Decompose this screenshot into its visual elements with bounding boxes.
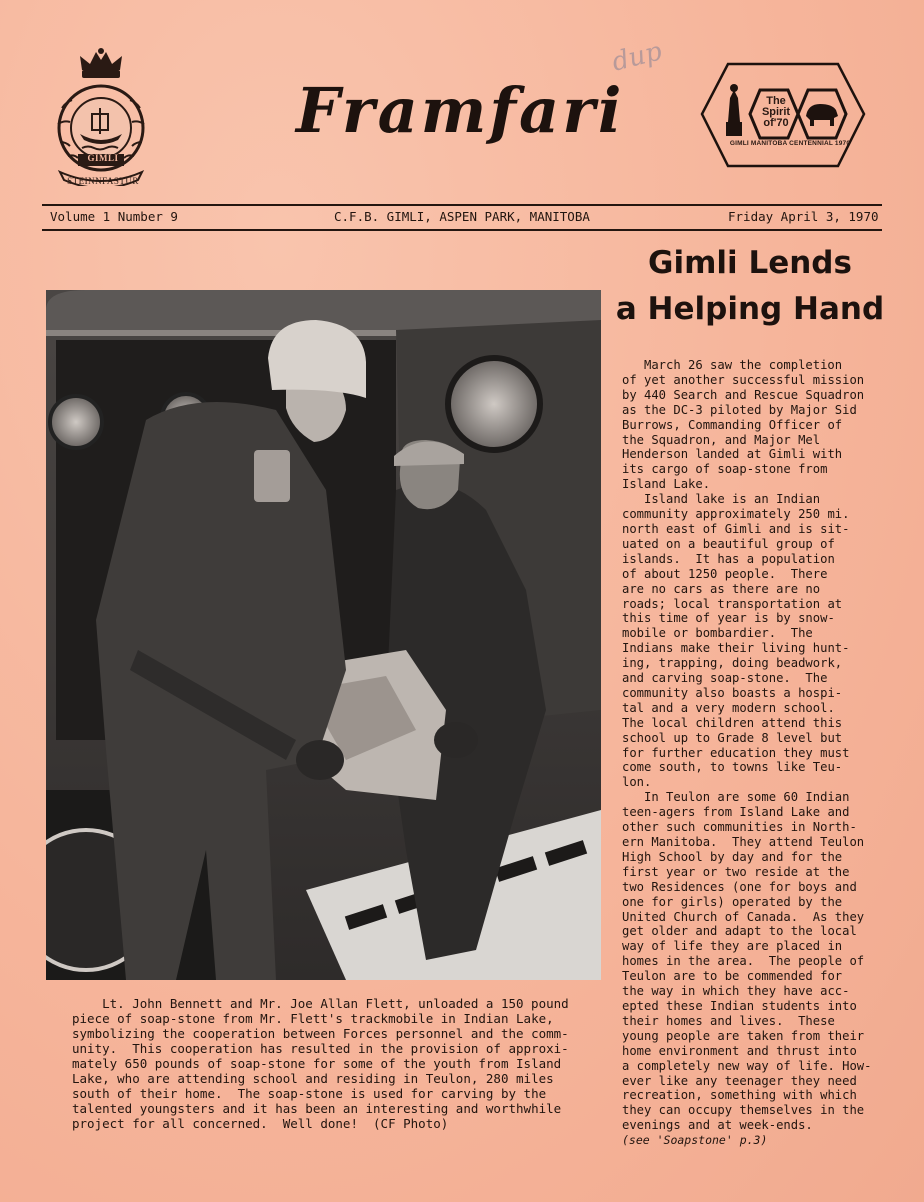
location: C.F.B. GIMLI, ASPEN PARK, MANITOBA: [334, 209, 590, 224]
article-paragraph: March 26 saw the completion of yet another successful mission by 440 Search and Rescue Squadron as the DC-3 piloted by Major Sid Burrows, Commanding Officer of the Squadron, and Major Mel Henderson landed at Gimli with its cargo of soap-stone from Island Lake.: [622, 358, 865, 492]
statue-icon: [726, 84, 742, 136]
article-body: [622, 358, 884, 1148]
spirit-of-70-text: The Spirit of'70: [761, 95, 791, 129]
newspaper-title: Framfari: [296, 74, 625, 147]
article-headline: Gimli Lends a Helping Hand: [615, 245, 885, 327]
bottom-rule: [42, 229, 882, 231]
centennial-caption: GIMLI MANITOBA CENTENNIAL 1970: [729, 140, 851, 147]
volume-number: Volume 1 Number 9: [50, 209, 178, 224]
base-crest-icon: [52, 48, 150, 186]
top-rule: [42, 204, 882, 206]
article-paragraph: In Teulon are some 60 Indian teen-agers from Island Lake and other such communities in North- ern Manitoba. They attend Teulon High School by day and for the first year or two reside at the two Residences (one for boys and one for girls) operated by the United Church of Canada. As they get older and adapt to the local way of life they are placed in homes in the area. The people of Teulon are to be commended for the way in which they have acc- epted these Indian students into their homes and lives. These young people are taken from their home environment and thrust into a completely new way of life. How- ever like any teenager they need recreation, something with which they can occupy themselves in the evenings and at week-ends.: [622, 790, 872, 1133]
photo-caption: Lt. John Bennett and Mr. Joe Allan Flett, unloaded a 150 pound piece of soap-stone from Mr. Flett's trackmobile in Indian Lake, symbolizing the cooperation between Forces personnel and the comm- unity. This cooperation has resulted in the provision of approxi- mately 650 pounds of soap-stone for some of the youth from Island Lake, who are attending school and residing in Teulon, 280 miles south of their home. The soap-stone is used for carving by the talented youngsters and it has been an interesting and worthwhile project for all concerned. Well done! (CF Photo): [72, 996, 569, 1131]
issue-date: Friday April 3, 1970: [728, 209, 879, 224]
crest-name: GIMLI: [87, 153, 119, 163]
crest-motto: STEINNFASTUR: [67, 176, 139, 186]
continued-reference: (see 'Soapstone' p.3): [622, 1133, 768, 1148]
article-paragraph: Island lake is an Indian community approximately 250 mi. north east of Gimli and is sit- uated on a beautiful group of islands. It has a population of about 1250 people. There are no cars as there are no roads; local transportation at this time of year is by snow- mobile or bombardier. The Indians make their living hunt- ing, trapping, doing beadwork, and carving soap-stone. The community also boasts a hospi- tal and a very modern school. The local children attend this school up to Grade 8 level but for further education they must come south, to towns like Teu- lon.: [622, 492, 850, 790]
bison-icon: [806, 104, 838, 126]
news-photo: [46, 290, 601, 980]
handwritten-note: dup: [609, 36, 665, 78]
